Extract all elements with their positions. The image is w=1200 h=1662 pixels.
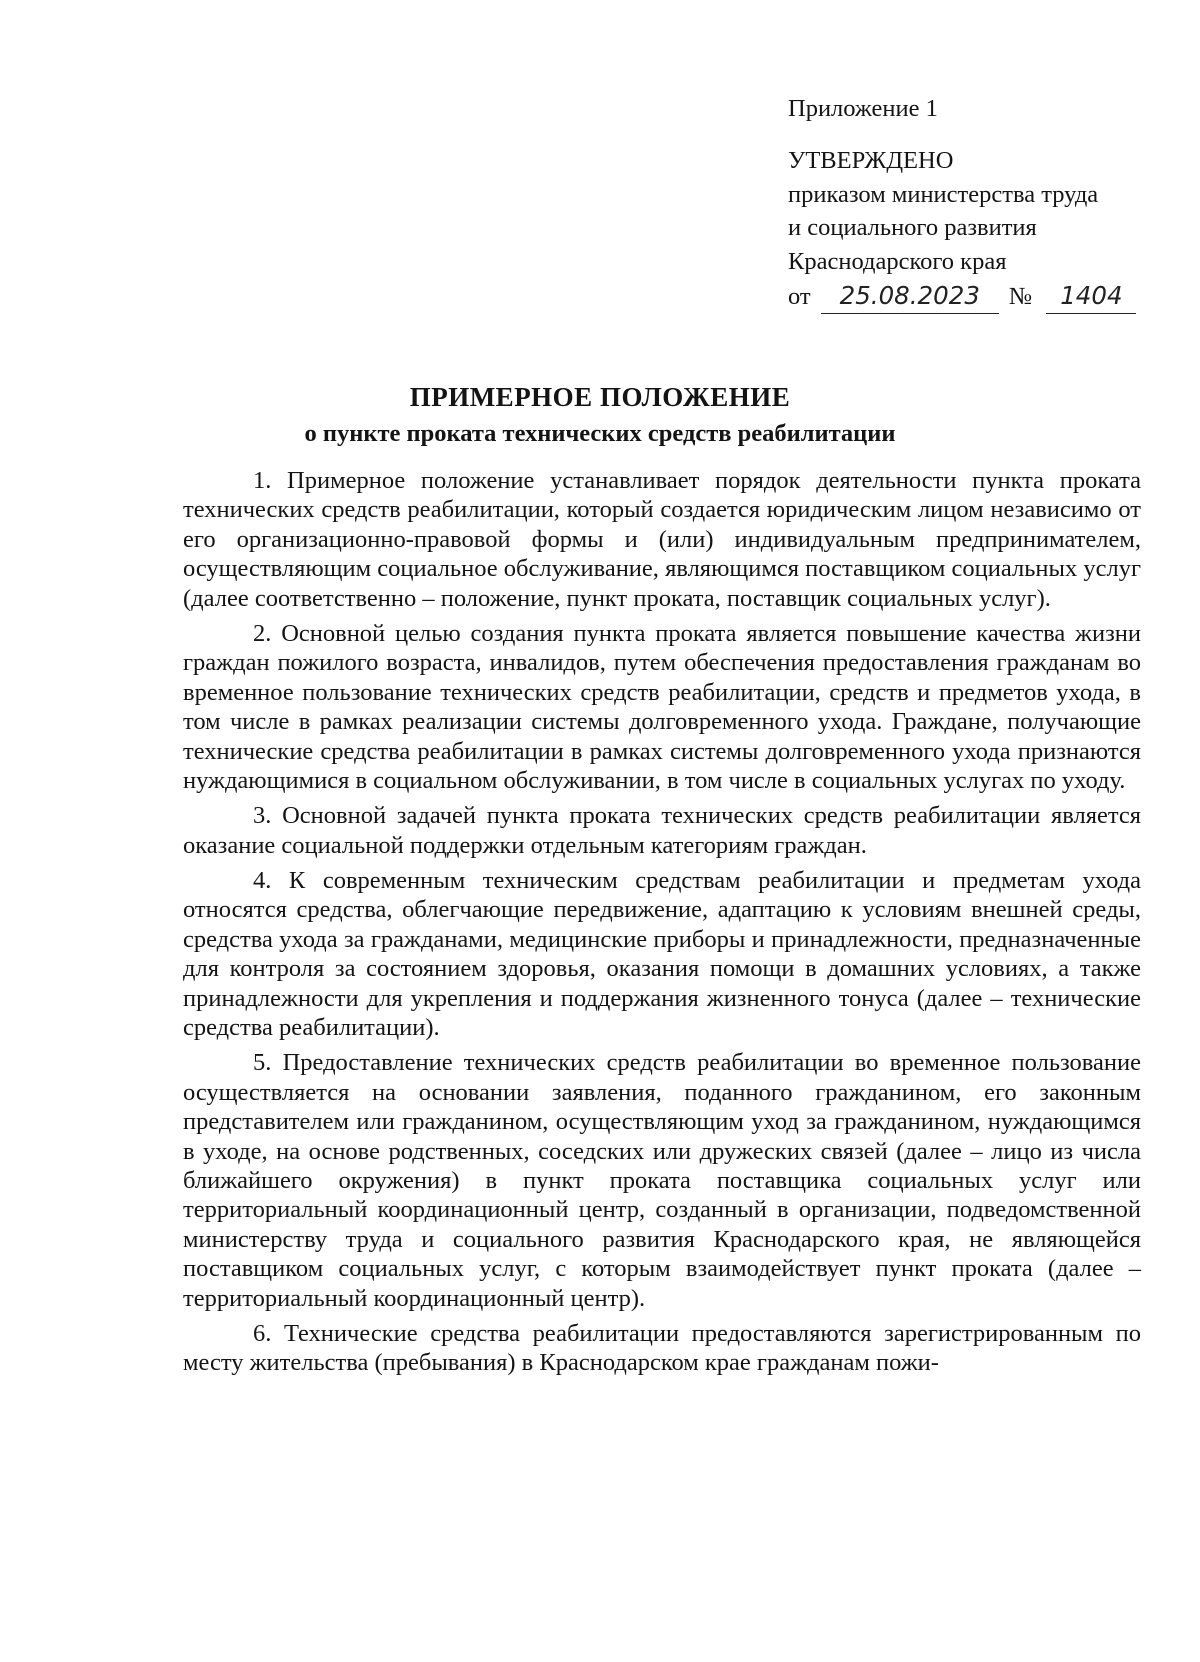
approval-line-2: и социального развития [788, 214, 1037, 242]
approval-line-1: приказом министерства труда [788, 180, 1099, 208]
document-title: ПРИМЕРНОЕ ПОЛОЖЕНИЕ [409, 382, 791, 412]
handwritten-date: 25.08.2023 [821, 279, 999, 314]
appendix-label: Приложение 1 [788, 95, 938, 122]
paragraph-2: 2. Основной целью создания пункта проката является повышение качества жизни граждан пожилого возраста, инвалидов, путем обеспечения предоставления гражданам во временное пользование технических средств реабилитации, средств и предметов ухода, в том числе в рамках реализации системы долговременного ухода. Граждане, получающие технические средства реабилитации в рамках системы долговременного ухода признаются нуждающимися в социальном обслуживании, в том числе в социальных услугах по уходу. [183, 619, 1141, 794]
approval-date-number-line [788, 279, 1188, 314]
approved-stamp-label: УТВЕРЖДЕНО [788, 146, 954, 174]
number-sign: № [1008, 282, 1033, 310]
date-prefix: от [788, 282, 811, 310]
paragraph-1: 1. Примерное положение устанавливает порядок деятельности пункта проката технических средств реабилитации, который создается юридическим лицом независимо от его организационно-правовой формы и (или) индивидуальным предпринимателем, осуществляющим социальное обслуживание, являющимся поставщиком социальных услуг (далее соответственно – положение, пункт проката, поставщик социальных услуг). [183, 467, 1141, 612]
paragraph-5: 5. Предоставление технических средств реабилитации во временное пользование осуществляется на основании заявления, поданного гражданином, его законным представителем или гражданином, осуществляющим уход за гражданином, нуждающимся в уходе, на основе родственных, соседских или дружеских связей (далее – лицо из числа ближайшего окружения) в пункт проката поставщика социальных услуг или территориальный координационный центр, созданный в организации, подведомственной министерству труда и социального развития Краснодарского края, не являющейся поставщиком социальных услуг, с которым взаимодействует пункт проката (далее – территориальный координационный центр). [183, 1049, 1141, 1312]
approval-block [788, 92, 1188, 314]
handwritten-number: 1404 [1046, 279, 1136, 314]
paragraph-6: 6. Технические средства реабилитации предоставляются зарегистрированным по месту жительства (пребывания) в Краснодарском крае гражданам пожи- [183, 1319, 1141, 1377]
approval-line-3: Краснодарского края [788, 248, 1007, 276]
document-subtitle: о пункте проката технических средств реабилитации [304, 420, 896, 447]
document-body [183, 466, 1141, 1384]
paragraph-4: 4. К современным техническим средствам реабилитации и предметам ухода относятся средства, облегчающие передвижение, адаптацию к условиям внешней среды, средства ухода за гражданами, медицинские приборы и принадлежности, предназначенные для контроля за состоянием здоровья, оказания помощи в домашних условиях, а также принадлежности для укрепления и поддержания жизненного тонуса (далее – технические средства реабилитации). [183, 867, 1141, 1042]
paragraph-3: 3. Основной задачей пункта проката технических средств реабилитации является оказание социальной поддержки отдельным категориям граждан. [183, 802, 1141, 859]
